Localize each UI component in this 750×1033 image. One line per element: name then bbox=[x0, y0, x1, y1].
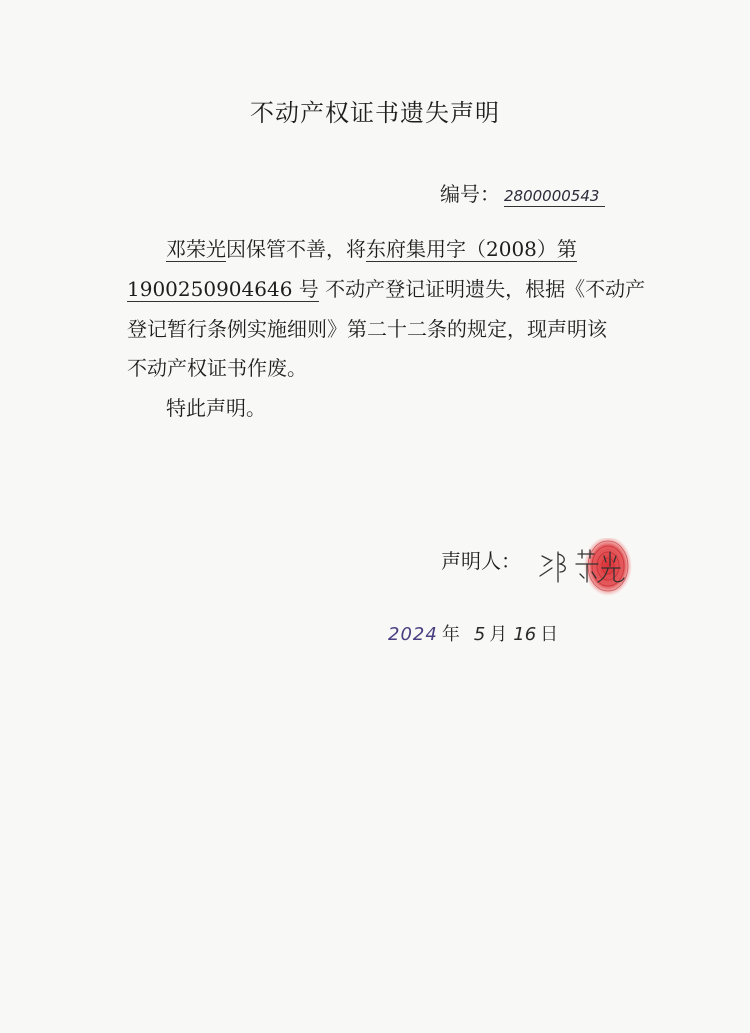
body-text-2: 不动产登记证明遗失，根据《不动产 bbox=[318, 277, 646, 301]
body-line-2 bbox=[127, 273, 645, 302]
owner-name: 邓荣光 bbox=[166, 237, 226, 261]
date-year: 2024 bbox=[388, 624, 438, 645]
date-day: 16 bbox=[513, 624, 537, 645]
body-line-3: 登记暂行条例实施细则》第二十二条的规定，现声明该 bbox=[127, 317, 607, 341]
date-day-unit: 日 bbox=[540, 624, 559, 645]
body-text-1: 因保管不善，将 bbox=[226, 237, 366, 261]
serial-value: 2800000543 bbox=[504, 187, 605, 207]
fingerprint-mark bbox=[584, 538, 632, 596]
signing-date bbox=[388, 620, 564, 646]
document-title: 不动产权证书遗失声明 bbox=[250, 99, 500, 127]
declarant-label: 声明人： bbox=[441, 549, 521, 573]
body-line-4: 不动产权证书作废。 bbox=[127, 356, 307, 380]
date-month: 5 bbox=[473, 624, 486, 645]
body-line-1 bbox=[166, 233, 577, 262]
handwritten-signature bbox=[530, 538, 650, 598]
serial-label: 编号： bbox=[440, 182, 500, 206]
closing-line: 特此声明。 bbox=[166, 396, 266, 420]
serial-number bbox=[440, 178, 605, 207]
date-year-unit: 年 bbox=[441, 624, 460, 645]
certificate-prefix: 东府集用字（2008）第 bbox=[366, 237, 577, 261]
certificate-number: 1900250904646 号 bbox=[127, 277, 319, 301]
date-month-unit: 月 bbox=[489, 624, 508, 645]
